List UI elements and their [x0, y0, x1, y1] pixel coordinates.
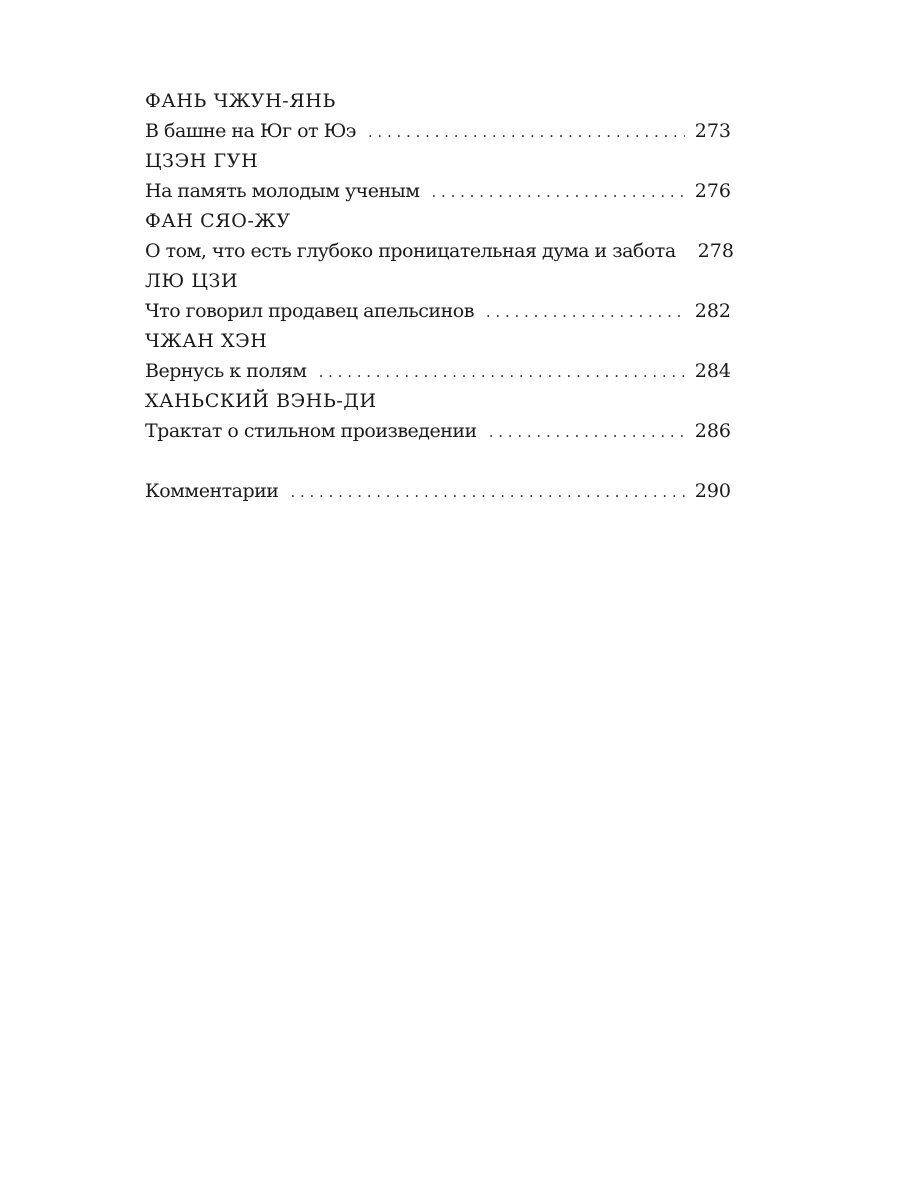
page-number: 282: [694, 300, 731, 322]
entry-title: Комментарии: [145, 480, 279, 502]
entry-title: На память молодым ученым: [145, 180, 420, 202]
author-heading: ФАН СЯО-ЖУ: [145, 210, 291, 232]
toc-entry[interactable]: [145, 296, 731, 326]
table-of-contents: [145, 86, 734, 506]
toc-entry[interactable]: [145, 116, 731, 146]
toc-entry[interactable]: [145, 236, 734, 266]
entry-title: Что говорил продавец апельсинов: [145, 300, 474, 322]
dot-leader: [486, 297, 685, 327]
toc-entry[interactable]: [145, 176, 731, 206]
author-heading: ФАНЬ ЧЖУН-ЯНЬ: [145, 90, 336, 112]
toc-entry[interactable]: [145, 416, 731, 446]
toc-entry[interactable]: [145, 356, 731, 386]
entry-title: О том, что есть глубоко проницательная дума и забота: [145, 240, 676, 262]
author-heading: ХАНЬСКИЙ ВЭНЬ-ДИ: [145, 390, 377, 412]
page-number: 290: [694, 480, 731, 502]
entry-title: В башне на Юг от Юэ: [145, 120, 356, 142]
author-heading: ЛЮ ЦЗИ: [145, 270, 239, 292]
toc-entry-commentary[interactable]: [145, 476, 731, 506]
dot-leader: [432, 177, 685, 207]
dot-leader: [319, 357, 685, 387]
author-heading: ЦЗЭН ГУН: [145, 150, 259, 172]
section-gap: [145, 446, 731, 476]
page-number: 273: [694, 120, 731, 142]
page-number: 284: [694, 360, 731, 382]
dot-leader: [368, 117, 685, 147]
page-number: 286: [694, 420, 731, 442]
author-heading: ЧЖАН ХЭН: [145, 330, 268, 352]
entry-title: Трактат о стильном произведении: [145, 420, 477, 442]
dot-leader: [290, 477, 684, 507]
page-number: 276: [694, 180, 731, 202]
entry-title: Вернусь к полям: [145, 360, 307, 382]
page-number: 278: [697, 240, 734, 262]
dot-leader: [489, 417, 685, 447]
